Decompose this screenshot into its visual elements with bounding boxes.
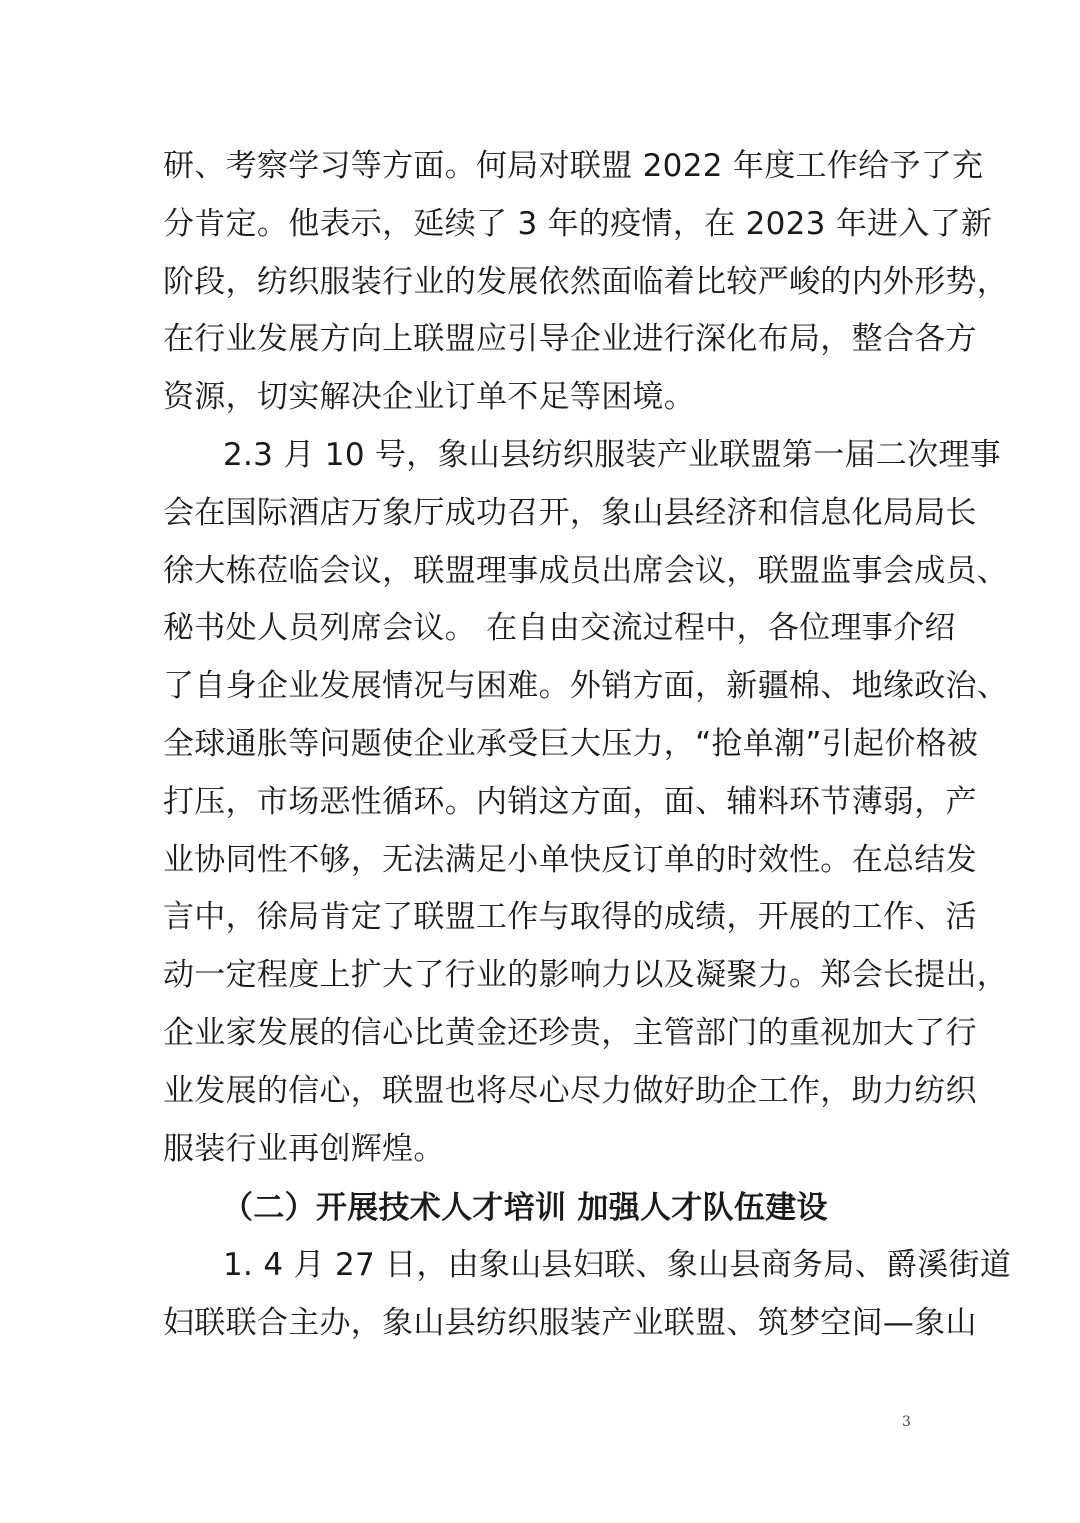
paragraph-line: 徐大栋莅临会议，联盟理事成员出席会议，联盟监事会成员、 [163, 552, 1009, 589]
paragraph-line: 业发展的信心，联盟也将尽心尽力做好助企工作，助力纺织 [163, 1072, 977, 1109]
paragraph-line: 秘书处人员列席会议。 在自由交流过程中，各位理事介绍 [163, 610, 956, 647]
paragraph-line: 打压，市场恶性循环。内销这方面，面、辅料环节薄弱，产 [163, 783, 977, 820]
paragraph-line: 研、考察学习等方面。何局对联盟 2022 年度工作给予了充 [163, 148, 984, 184]
paragraph-line: 2.3 月 10 号，象山县纺织服装产业联盟第一届二次理事 [223, 437, 1002, 473]
page-number: 3 [902, 1414, 911, 1430]
paragraph-line: 业协同性不够，无法满足小单快反订单的时效性。在总结发 [163, 841, 977, 878]
paragraph-line: 妇联联合主办，象山县纺织服装产业联盟、筑梦空间—象山 [163, 1304, 977, 1341]
paragraph-line: 1. 4 月 27 日，由象山县妇联、象山县商务局、爵溪街道 [223, 1247, 1012, 1283]
paragraph-line: 在行业发展方向上联盟应引导企业进行深化布局，整合各方 [163, 321, 977, 358]
paragraph-line: 动一定程度上扩大了行业的影响力以及凝聚力。郑会长提出， [163, 957, 1009, 994]
paragraph-line: 会在国际酒店万象厅成功召开，象山县经济和信息化局局长 [163, 494, 977, 531]
paragraph-line: 服装行业再创辉煌。 [163, 1130, 445, 1167]
paragraph-line: 企业家发展的信心比黄金还珍贵，主管部门的重视加大了行 [163, 1014, 977, 1051]
paragraph-1 [163, 138, 1009, 427]
paragraph-line: 了自身企业发展情况与困难。外销方面，新疆棉、地缘政治、 [163, 668, 1009, 705]
section-heading: （二）开展技术人才培训 加强人才队伍建设 [222, 1190, 828, 1226]
paragraph-2 [163, 427, 1009, 1178]
paragraph-3 [163, 1237, 1012, 1353]
paragraph-line: 分肯定。他表示，延续了 3 年的疫情，在 2023 年进入了新 [163, 205, 993, 242]
paragraph-line: 阶段，纺织服装行业的发展依然面临着比较严峻的内外形势， [163, 263, 1009, 300]
paragraph-line: 资源，切实解决企业订单不足等困境。 [163, 379, 696, 416]
paragraph-line: 全球通胀等问题使企业承受巨大压力，“抢单潮”引起价格被 [163, 725, 979, 762]
paragraph-line: 言中，徐局肯定了联盟工作与取得的成绩，开展的工作、活 [163, 899, 977, 936]
